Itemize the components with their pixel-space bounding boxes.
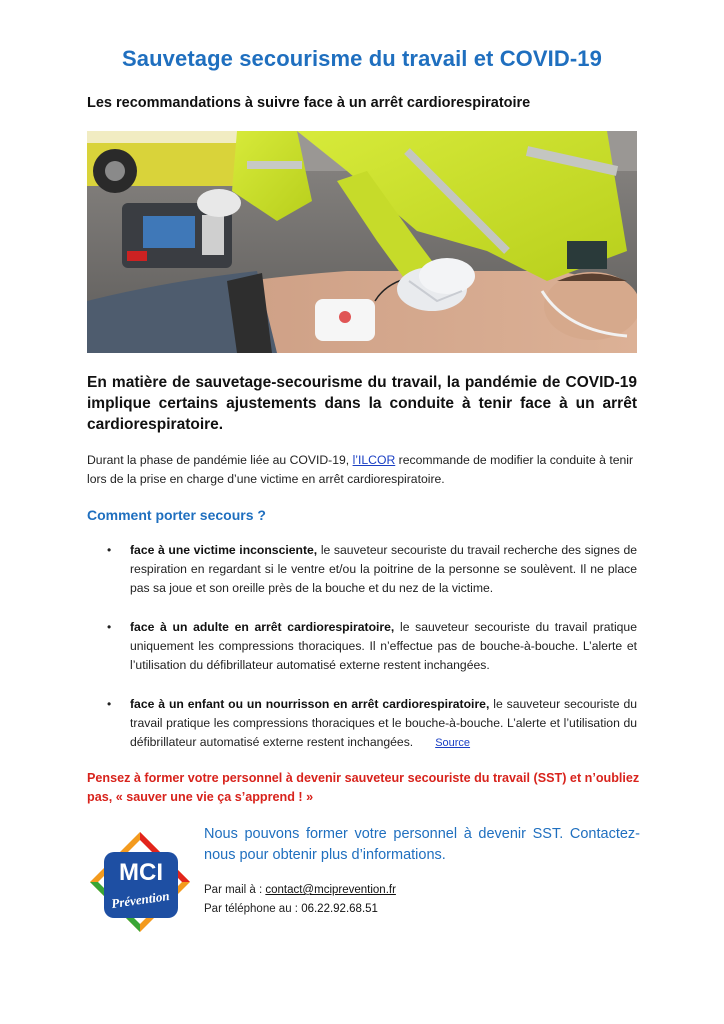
page-subtitle: Les recommandations à suivre face à un arrêt cardiorespiratoire xyxy=(87,95,531,111)
email-link[interactable]: contact@mciprevention.fr xyxy=(265,884,396,896)
phone-number: 06.22.92.68.51 xyxy=(301,903,378,915)
list-item xyxy=(107,618,637,675)
bullet-icon: • xyxy=(107,697,112,711)
section-heading: Comment porter secours ? xyxy=(87,507,266,523)
mci-prevention-logo xyxy=(88,830,192,934)
bullet-text: le sauveteur secouriste du travail recherche des signes de respiration en regardant si le ventre et/ou la poitrine de la personne se soulèvent. Il ne place pas sa joue et son oreille près de la bouche et du nez de la victime. xyxy=(130,543,637,595)
lead-paragraph: En matière de sauvetage-secourisme du travail, la pandémie de COVID-19 implique certains ajustements dans la conduite à tenir face à un arrêt cardiorespiratoire. xyxy=(87,374,637,433)
bullet-icon: • xyxy=(107,543,112,557)
bullet-text: le sauveteur secouriste du travail pratique uniquement les compressions thoraciques. Il n’effectue pas de bouche-à-bouche. L’alerte et l’utilisation du défibrillateur automatisé externe restent inchangées. xyxy=(130,620,637,672)
ilcor-link[interactable]: l’ILCOR xyxy=(352,453,396,467)
page-title: Sauvetage secourisme du travail et COVID-19 xyxy=(122,46,602,71)
bullet-bold-lead: face à une victime inconsciente, xyxy=(130,543,318,557)
list-item xyxy=(107,695,637,753)
recommendation-list xyxy=(107,541,637,773)
cpr-photo xyxy=(87,131,637,353)
bullet-text: le sauveteur secouriste du travail pratique les compressions thoraciques et le bouche-à-bouche. L’alerte et l’utilisation du défibrillateur automatisé externe restent inchangées. xyxy=(130,697,638,749)
phone-label: Par téléphone au : xyxy=(204,903,302,915)
callout-text: Pensez à former votre personnel à devenir sauveteur secouriste du travail (SST) et n’oubliez pas, « sauver une vie ça s’apprend ! » xyxy=(87,771,640,804)
intro-text-after: recommande de modifier la conduite à tenir lors de la prise en charge d’une victime en arrêt cardiorespiratoire. xyxy=(87,453,634,486)
mail-label: Par mail à : xyxy=(204,884,266,896)
list-item xyxy=(107,541,637,598)
logo-text-prevention: Prévention xyxy=(110,888,171,912)
bullet-bold-lead: face à un enfant ou un nourrisson en arrêt cardiorespiratoire, xyxy=(130,697,490,711)
intro-paragraph xyxy=(87,451,637,489)
contact-headline: Nous pouvons former votre personnel à devenir SST. Contactez-nous pour obtenir plus d’informations. xyxy=(204,826,640,863)
bullet-bold-lead: face à un adulte en arrêt cardiorespiratoire, xyxy=(130,620,395,634)
intro-text-before: Durant la phase de pandémie liée au COVID-19, xyxy=(87,453,353,467)
bullet-icon: • xyxy=(107,620,112,634)
contact-mail-line xyxy=(204,884,396,896)
logo-text-mci: MCI xyxy=(119,859,163,886)
source-link[interactable]: Source xyxy=(435,737,471,749)
contact-phone-line xyxy=(204,903,378,915)
